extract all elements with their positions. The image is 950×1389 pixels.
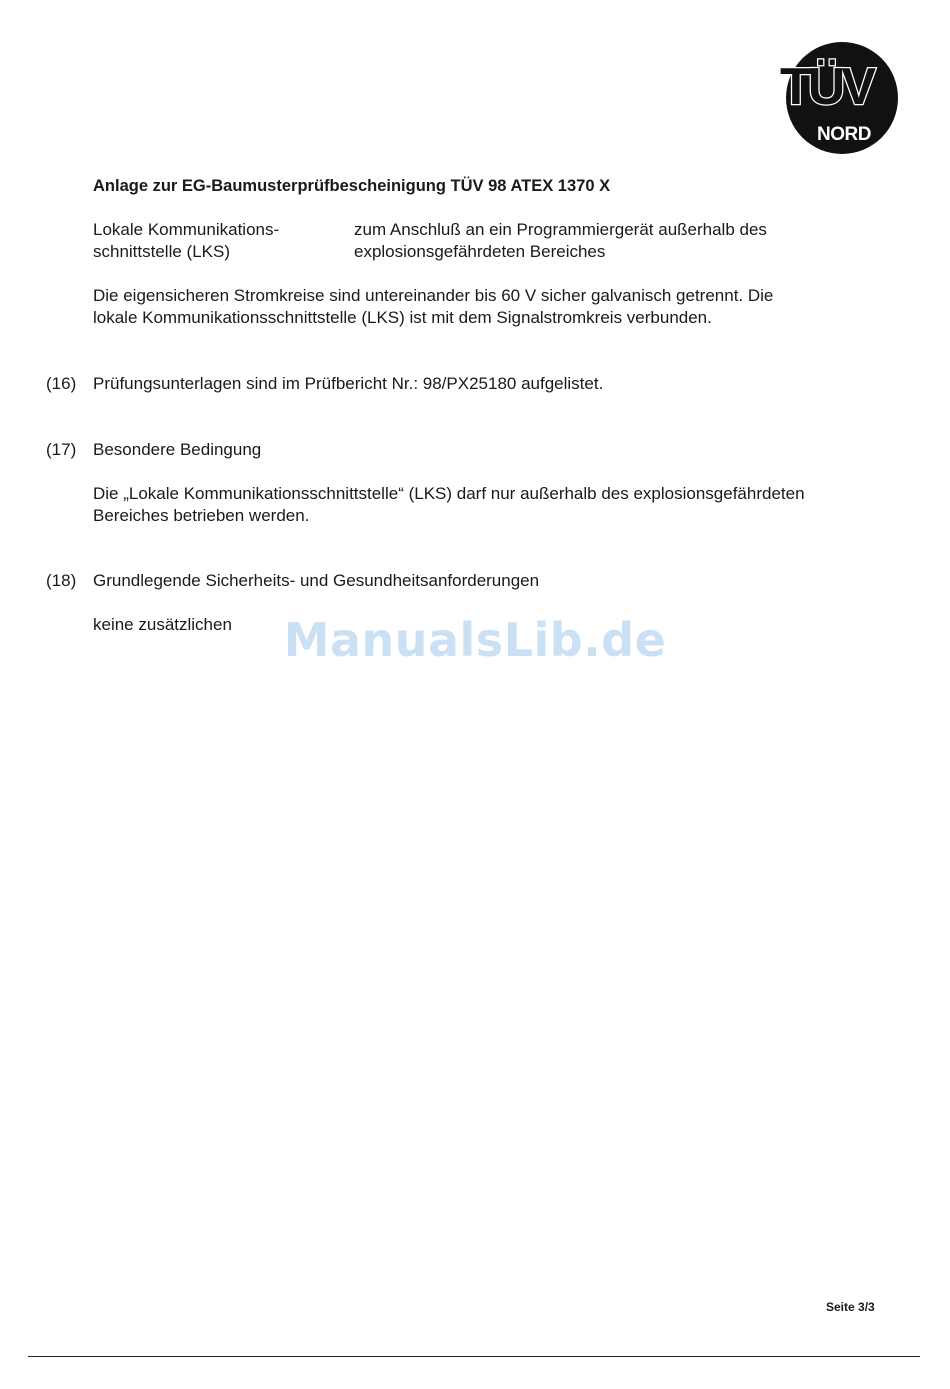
section-18-heading: Grundlegende Sicherheits- und Gesundheitsanforderungen: [93, 571, 540, 590]
circuits-line1: Die eigensicheren Stromkreise sind untereinander bis 60 V sicher galvanisch getrennt. Die: [93, 286, 774, 305]
section-17-body-line1: Die „Lokale Kommunikationsschnittstelle“ (LKS) darf nur außerhalb des explosionsgefährdeten: [93, 484, 805, 503]
section-16-heading: Prüfungsunterlagen sind im Prüfbericht Nr.: 98/PX25180 aufgelistet.: [93, 374, 604, 393]
interface-desc-line1: zum Anschluß an ein Programmiergerät außerhalb des: [354, 220, 767, 239]
section-18-body-line1: keine zusätzlichen: [93, 615, 232, 634]
section-17-body-line2: Bereiches betrieben werden.: [93, 506, 310, 525]
section-18-number: (18): [46, 571, 77, 590]
logo-brand: TÜV: [780, 58, 872, 116]
section-16-number: (16): [46, 374, 77, 393]
tuv-nord-logo: [778, 42, 900, 154]
section-17-heading: Besondere Bedingung: [93, 440, 262, 459]
section-17-number: (17): [46, 440, 77, 459]
tuv-nord-logo-graphic: [778, 42, 900, 154]
footer-rule: [28, 1356, 920, 1357]
interface-label-line2: schnittstelle (LKS): [93, 242, 230, 261]
watermark: ManualsLib.de: [283, 613, 667, 667]
logo-sub: NORD: [817, 124, 871, 145]
interface-desc-line2: explosionsgefährdeten Bereiches: [354, 242, 606, 261]
interface-label-line1: Lokale Kommunikations-: [93, 220, 280, 239]
circuits-line2: lokale Kommunikationsschnittstelle (LKS) ist mit dem Signalstromkreis verbunden.: [93, 308, 712, 327]
page-number: Seite 3/3: [826, 1300, 875, 1314]
document-title: Anlage zur EG-Baumusterprüfbescheinigung TÜV 98 ATEX 1370 X: [93, 177, 611, 195]
